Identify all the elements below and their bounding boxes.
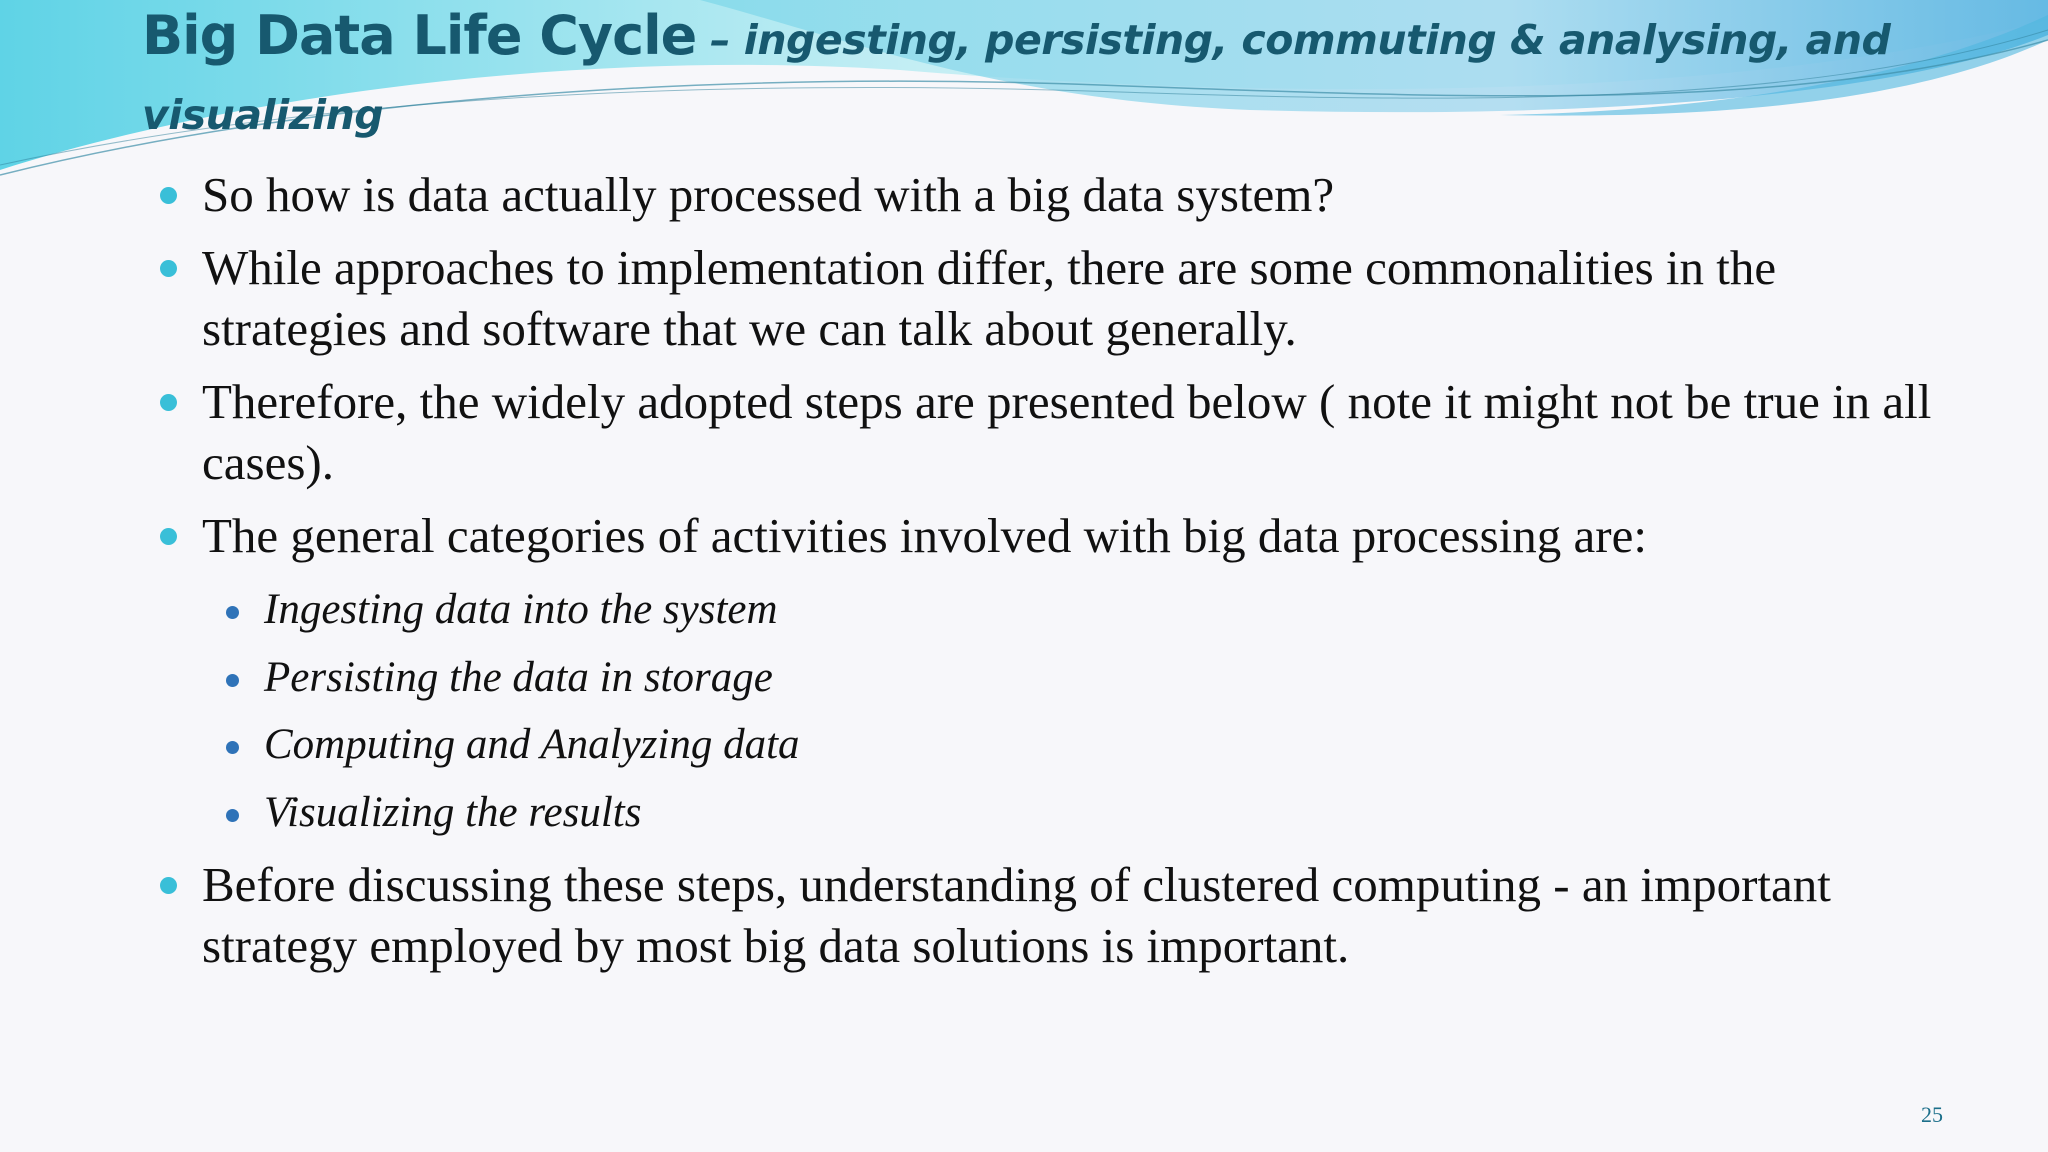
bullet-dot-icon bbox=[160, 877, 177, 894]
sub-bullet-text: Computing and Analyzing data bbox=[264, 721, 800, 768]
bullet-dot-icon bbox=[160, 394, 177, 411]
sub-bullet-item bbox=[160, 576, 1960, 644]
sub-bullet-dot-icon bbox=[226, 741, 239, 754]
bullet-item bbox=[160, 164, 1960, 225]
sub-bullet-text: Ingesting data into the system bbox=[264, 586, 778, 633]
bullet-item bbox=[160, 505, 1960, 566]
bullet-dot-icon bbox=[160, 187, 177, 204]
title-main: Big Data Life Cycle bbox=[142, 4, 697, 67]
sub-bullet-text: Persisting the data in storage bbox=[264, 653, 773, 701]
sub-bullet-dot-icon bbox=[226, 809, 239, 822]
bullet-text: Before discussing these steps, understanding of clustered computing - an important strategy employed by most big data solutions is important. bbox=[202, 857, 1831, 973]
bullet-text: The general categories of activities involved with big data processing are: bbox=[202, 508, 1647, 563]
bullet-text: So how is data actually processed with a big data system? bbox=[202, 167, 1335, 222]
sub-bullet-dot-icon bbox=[226, 674, 239, 687]
bullet-list bbox=[160, 164, 1960, 988]
sub-bullet-item bbox=[160, 779, 1960, 847]
sub-bullet-dot-icon bbox=[226, 606, 239, 619]
sub-bullet-text: Visualizing the results bbox=[264, 788, 642, 836]
slide-title bbox=[142, 0, 1942, 154]
page-number: 25 bbox=[1921, 1102, 1943, 1127]
bullet-dot-icon bbox=[160, 528, 177, 545]
bullet-item bbox=[160, 237, 1960, 359]
sub-bullet-list bbox=[160, 576, 1960, 846]
bullet-item bbox=[160, 854, 1960, 976]
bullet-item bbox=[160, 371, 1960, 493]
bullet-text: While approaches to implementation differ, there are some commonalities in the strategies and software that we can talk about generally. bbox=[202, 240, 1777, 356]
bullet-dot-icon bbox=[160, 260, 177, 277]
bullet-text: Therefore, the widely adopted steps are presented below ( note it might not be true in all cases). bbox=[202, 374, 1932, 490]
sub-bullet-item bbox=[160, 711, 1960, 779]
title-subtitle: – ingesting, persisting, commuting & analysing, and visualizing bbox=[142, 16, 1891, 139]
sub-bullet-item bbox=[160, 644, 1960, 712]
